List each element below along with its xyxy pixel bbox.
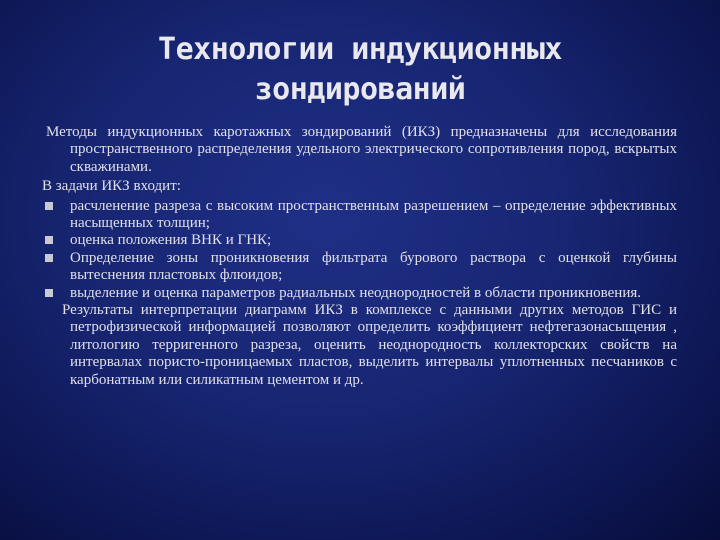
list-item-text: оценка положения ВНК и ГНК;: [70, 232, 272, 249]
list-item: [40, 285, 677, 302]
list-item-text: выделение и оценка параметров радиальных неоднородностей в области проникновения.: [70, 284, 642, 301]
square-bullet-icon: [45, 289, 53, 297]
intro-paragraph: Методы индукционных каротажных зондирований (ИКЗ) предназначены для исследования пространственного распределения удельного электрического сопротивления пород, вскрытых скважинами.: [46, 124, 677, 175]
slide-title-line-2: зондирований: [254, 72, 466, 107]
list-item: [40, 232, 677, 249]
slide-title: [100, 30, 620, 110]
tasks-heading: В задачи ИКЗ входит:: [42, 178, 181, 195]
slide-body: [40, 124, 677, 391]
square-bullet-icon: [45, 202, 53, 210]
slide-title-line-1: Технологии индукционных: [158, 32, 562, 67]
tasks-list: [40, 198, 677, 302]
list-item: [40, 198, 677, 233]
square-bullet-icon: [45, 254, 53, 262]
list-item: [40, 250, 677, 285]
results-paragraph: Результаты интерпретации диаграмм ИКЗ в комплексе с данными других методов ГИС и петрофизической информацией позволяют определить коэффициент нефтегазонасыщения , литологию терригенного разреза, оценить неоднородность коллекторских свойств на интервалах пористо-проницаемых пластов, выделить интервалы уплотненных песчаников с карбонатным или силикатным цементом и др.: [62, 302, 677, 388]
square-bullet-icon: [45, 236, 53, 244]
list-item-text: Определение зоны проникновения фильтрата бурового раствора с оценкой глубины вытеснения пластовых флюидов;: [70, 249, 677, 284]
list-item-text: расчленение разреза с высоким пространственным разрешением – определение эффективных насыщенных толщин;: [70, 197, 677, 232]
